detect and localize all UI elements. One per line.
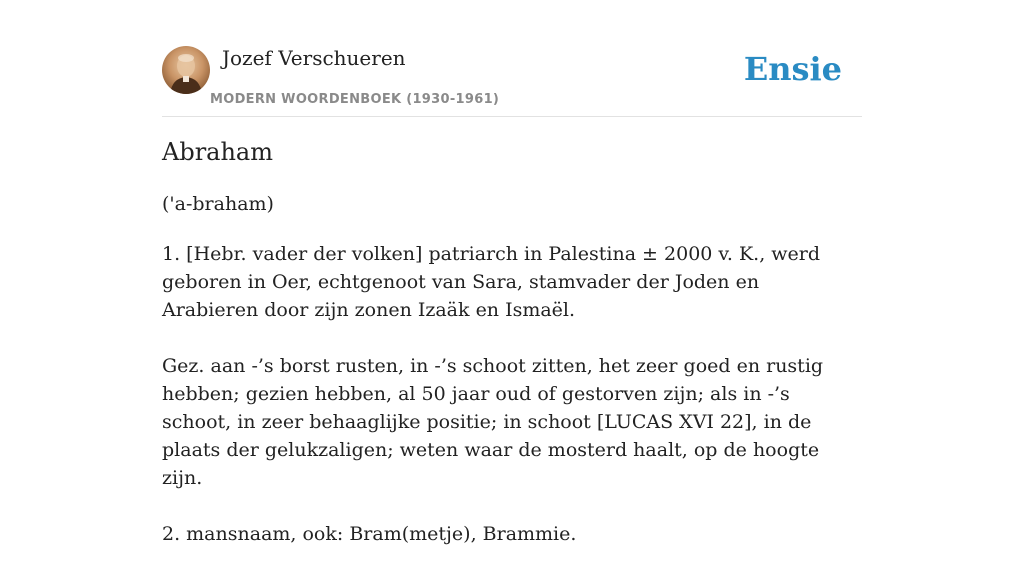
author-name[interactable]: Jozef Verschueren bbox=[222, 46, 406, 70]
definition-paragraph-1: 1. [Hebr. vader der volken] patriarch in Palestina ± 2000 v. K., werd geboren in Oer, echtgenoot van Sara, stamvader der Joden en Arabieren door zijn zonen Izaäk en Ismaël. bbox=[162, 243, 821, 321]
definition-paragraph-3: 2. mansnaam, ook: Bram(metje), Brammie. bbox=[162, 523, 577, 545]
entry-pronunciation: ('a-braham) bbox=[162, 193, 274, 215]
ensie-logo[interactable]: Ensie bbox=[743, 50, 842, 88]
source-dictionary[interactable]: MODERN WOORDENBOEK (1930-1961) bbox=[210, 92, 500, 107]
entry-title: Abraham bbox=[162, 138, 273, 166]
entry-header bbox=[162, 46, 862, 117]
entry-body bbox=[162, 240, 852, 576]
definition-paragraph-2: Gez. aan -’s borst rusten, in -’s schoot zitten, het zeer goed en rustig hebben; gezien hebben, al 50 jaar oud of gestorven zijn; als in -’s schoot, in zeer behaaglijke positie; in schoot [LUCAS XVI 22], in de plaats der gelukzaligen; weten waar de mosterd haalt, op de hoogte zijn. bbox=[162, 355, 824, 489]
author-avatar[interactable] bbox=[162, 46, 210, 94]
